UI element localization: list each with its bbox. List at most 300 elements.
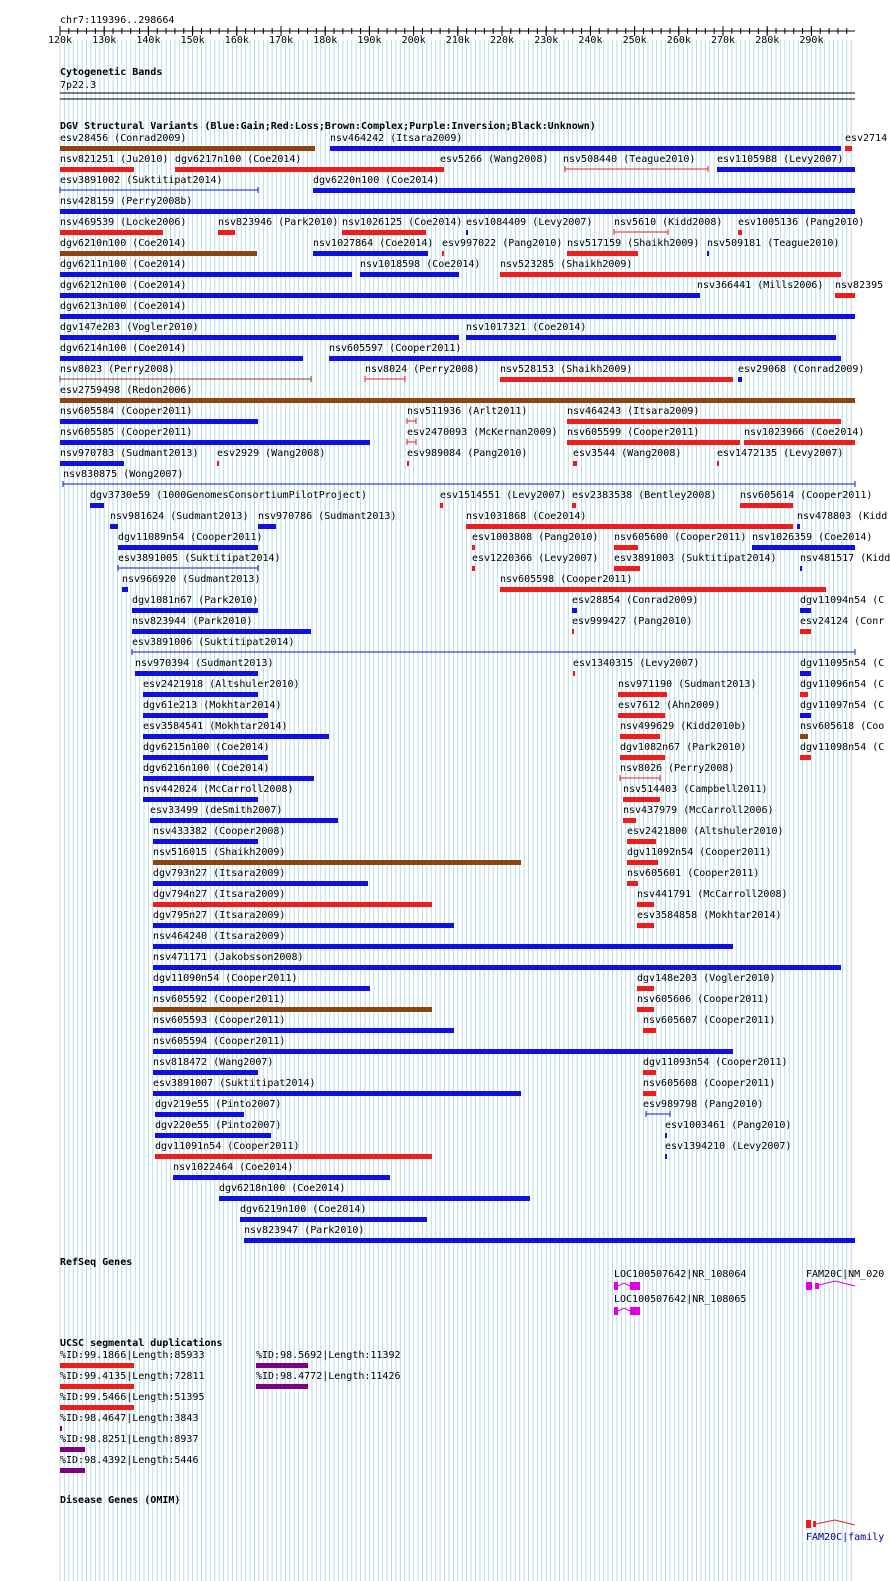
variant-bar[interactable] (643, 1070, 656, 1075)
variant-label[interactable]: nsv981624 (Sudmant2013) (110, 511, 249, 522)
variant-label[interactable]: nsv1017321 (Coe2014) (466, 322, 587, 333)
variant-bar[interactable] (153, 923, 454, 928)
variant-label[interactable]: nsv5610 (Kidd2008) (614, 217, 723, 228)
variant-label[interactable]: nsv605597 (Cooper2011) (329, 343, 462, 354)
variant-label[interactable]: nsv605594 (Cooper2011) (153, 1036, 286, 1047)
variant-label[interactable]: nsv970394 (Sudmant2013) (135, 658, 274, 669)
variant-label[interactable]: dgv1081n67 (Park2010) (132, 595, 259, 606)
variant-label[interactable]: dgv219e55 (Pinto2007) (155, 1099, 282, 1110)
variant-bar[interactable] (500, 587, 826, 592)
variant-label[interactable]: dgv61e213 (Mokhtar2014) (143, 700, 282, 711)
scale-tick-label: 200k (401, 35, 426, 46)
variant-label[interactable]: dgv6214n100 (Coe2014) (60, 343, 187, 354)
segdup-bar[interactable] (256, 1363, 308, 1368)
variant-label[interactable]: nsv437979 (McCarroll2006) (623, 805, 774, 816)
variant-bar[interactable] (573, 671, 575, 676)
variant-bar[interactable] (153, 944, 733, 949)
variant-bar[interactable] (132, 629, 311, 634)
variant-label[interactable]: dgv220e55 (Pinto2007) (155, 1120, 282, 1131)
variant-bar[interactable] (466, 524, 793, 529)
variant-bar[interactable] (800, 734, 808, 739)
variant-label[interactable]: nsv508440 (Teague2010) (563, 154, 696, 165)
variant-bar[interactable] (567, 440, 740, 445)
variant-bar[interactable] (330, 146, 841, 151)
variant-bar[interactable] (60, 251, 257, 256)
variant-bar[interactable] (472, 566, 475, 571)
variant-label[interactable]: dgv6216n100 (Coe2014) (143, 763, 270, 774)
variant-label[interactable]: nsv499629 (Kidd2010b) (620, 721, 747, 732)
variant-label[interactable]: nsv8024 (Perry2008) (365, 364, 480, 375)
variant-label[interactable]: dgv6220n100 (Coe2014) (313, 175, 440, 186)
variant-bar[interactable] (143, 713, 268, 718)
segdup-label[interactable]: %ID:98.8251|Length:8937 (60, 1434, 199, 1445)
gene-intron (618, 1308, 630, 1311)
variant-label[interactable]: esv1105988 (Levy2007) (717, 154, 844, 165)
variant-label[interactable]: esv3891002 (Suktitipat2014) (60, 175, 223, 186)
segdup-label[interactable]: %ID:98.4647|Length:3843 (60, 1413, 199, 1424)
gene-intron (618, 1283, 630, 1286)
disease-gene-label[interactable]: FAM20C|family (806, 1532, 885, 1543)
segdup-label[interactable]: %ID:99.1866|Length:85933 (60, 1350, 205, 1361)
scale-tick-label: 190k (357, 35, 382, 46)
segdup-label[interactable]: %ID:98.5692|Length:11392 (256, 1350, 401, 1361)
variant-label[interactable]: nsv830875 (Wong2007) (63, 469, 184, 480)
variant-label[interactable]: dgv795n27 (Itsara2009) (153, 910, 286, 921)
variant-label[interactable]: dgv793n27 (Itsara2009) (153, 868, 286, 879)
variant-bar[interactable] (567, 251, 638, 256)
variant-label[interactable]: nsv823944 (Park2010) (132, 616, 253, 627)
variant-label[interactable]: nsv1026125 (Coe2014) (342, 217, 463, 228)
variant-label[interactable]: nsv1023966 (Coe2014) (744, 427, 865, 438)
variant-label[interactable]: esv2383538 (Bentley2008) (572, 490, 717, 501)
variant-label[interactable]: dgv794n27 (Itsara2009) (153, 889, 286, 900)
variant-label[interactable]: esv989798 (Pang2010) (643, 1099, 764, 1110)
variant-label[interactable]: dgv147e203 (Vogler2010) (60, 322, 199, 333)
variant-bar[interactable] (573, 461, 577, 466)
scale-tick-label: 280k (755, 35, 780, 46)
variant-label[interactable]: nsv514403 (Campbell2011) (623, 784, 768, 795)
variant-label[interactable]: nsv517159 (Shaikh2009) (567, 238, 700, 249)
variant-bar[interactable] (637, 902, 654, 907)
variant-bar[interactable] (618, 692, 667, 697)
variant-bar[interactable] (173, 1175, 390, 1180)
variant-label[interactable]: esv2421918 (Altshuler2010) (143, 679, 300, 690)
variant-label[interactable]: nsv471171 (Jakobsson2008) (153, 952, 304, 963)
variant-bar[interactable] (135, 671, 258, 676)
variant-label[interactable]: dgv6215n100 (Coe2014) (143, 742, 270, 753)
variant-bar[interactable] (466, 230, 468, 235)
variant-label[interactable]: esv2759498 (Redon2006) (60, 385, 193, 396)
variant-bar[interactable] (153, 986, 370, 991)
variant-bar[interactable] (118, 545, 258, 550)
variant-label[interactable]: esv3891006 (Suktitipat2014) (132, 637, 295, 648)
variant-bar[interactable] (800, 755, 811, 760)
variant-label[interactable]: dgv3730e59 (1000GenomesConsortiumPilotProject) (90, 490, 367, 501)
variant-bar[interactable] (153, 881, 368, 886)
variant-label[interactable]: esv7612 (Ahn2009) (618, 700, 721, 711)
variant-bar[interactable] (620, 755, 665, 760)
variant-label[interactable]: dgv6211n100 (Coe2014) (60, 259, 187, 270)
variant-label[interactable]: dgv6213n100 (Coe2014) (60, 301, 187, 312)
variant-bar[interactable] (60, 230, 163, 235)
refseq-gene-label[interactable]: FAM20C|NM_020 (806, 1269, 885, 1280)
scale-tick-label: 180k (313, 35, 338, 46)
variant-bar[interactable] (153, 1007, 432, 1012)
variant-bar[interactable] (797, 524, 800, 529)
segdup-bar[interactable] (256, 1384, 308, 1389)
variant-bar[interactable] (60, 314, 855, 319)
variant-label[interactable]: nsv511936 (Arlt2011) (407, 406, 528, 417)
variant-label[interactable]: nsv605599 (Cooper2011) (567, 427, 700, 438)
variant-label[interactable]: esv2714 (845, 133, 888, 144)
segdup-bar[interactable] (60, 1384, 134, 1389)
scale-tick-label: 140k (136, 35, 161, 46)
refseq-gene-label[interactable]: LOC100507642|NR_108065 (614, 1294, 747, 1305)
variant-bar[interactable] (155, 1154, 432, 1159)
variant-label[interactable]: esv28854 (Conrad2009) (572, 595, 699, 606)
variant-bar[interactable] (60, 209, 855, 214)
variant-bar[interactable] (153, 1070, 258, 1075)
variant-bar[interactable] (442, 251, 444, 256)
variant-label[interactable]: nsv464243 (Itsara2009) (567, 406, 700, 417)
variant-bar[interactable] (472, 545, 475, 550)
variant-bar[interactable] (60, 167, 134, 172)
variant-bar[interactable] (153, 902, 432, 907)
variant-bar[interactable] (572, 629, 574, 634)
variant-bar[interactable] (153, 1049, 733, 1054)
variant-bar[interactable] (752, 545, 855, 550)
variant-label[interactable]: nsv818472 (Wang2007) (153, 1057, 274, 1068)
variant-label[interactable]: nsv605607 (Cooper2011) (643, 1015, 776, 1026)
variant-label[interactable]: nsv516015 (Shaikh2009) (153, 847, 286, 858)
scale-tick-label: 120k (48, 35, 73, 46)
variant-bar[interactable] (637, 1007, 654, 1012)
variant-bar[interactable] (800, 692, 808, 697)
scale-tick-label: 270k (711, 35, 736, 46)
segdup-bar[interactable] (60, 1363, 134, 1368)
variant-bar[interactable] (500, 377, 733, 382)
variant-bar[interactable] (60, 272, 352, 277)
variant-label[interactable]: nsv971190 (Sudmant2013) (618, 679, 757, 690)
variant-label[interactable]: esv1472135 (Levy2007) (717, 448, 844, 459)
variant-bar[interactable] (466, 335, 836, 340)
variant-bar[interactable] (153, 1028, 454, 1033)
variant-label[interactable]: nsv464240 (Itsara2009) (153, 931, 286, 942)
variant-bar[interactable] (620, 734, 660, 739)
variant-label[interactable]: nsv1018598 (Coe2014) (360, 259, 481, 270)
variant-label[interactable]: esv2421800 (Altshuler2010) (627, 826, 784, 837)
variant-bar[interactable] (627, 839, 656, 844)
variant-label[interactable]: dgv11090n54 (Cooper2011) (153, 973, 298, 984)
scale-tick-label: 260k (666, 35, 691, 46)
variant-label[interactable]: nsv469539 (Locke2006) (60, 217, 187, 228)
variant-bar[interactable] (738, 377, 742, 382)
variant-label[interactable]: nsv970786 (Sudmant2013) (258, 511, 397, 522)
variant-label[interactable]: esv1003461 (Pang2010) (665, 1120, 792, 1131)
variant-label[interactable]: esv1340315 (Levy2007) (573, 658, 700, 669)
variant-bar[interactable] (90, 503, 104, 508)
scale-tick-label: 170k (269, 35, 294, 46)
variant-label[interactable]: esv2929 (Wang2008) (217, 448, 326, 459)
variant-bar[interactable] (155, 1112, 244, 1117)
variant-label[interactable]: esv3584858 (Mokhtar2014) (637, 910, 782, 921)
variant-label[interactable]: esv2470093 (McKernan2009) (407, 427, 558, 438)
variant-bar[interactable] (845, 146, 852, 151)
variant-bar[interactable] (800, 713, 811, 718)
segdup-label[interactable]: %ID:99.5466|Length:51395 (60, 1392, 205, 1403)
disease-intron (816, 1520, 855, 1525)
variant-bar[interactable] (143, 797, 258, 802)
variant-label[interactable]: nsv605608 (Cooper2011) (643, 1078, 776, 1089)
variant-bar[interactable] (153, 965, 841, 970)
variant-label[interactable]: nsv8023 (Perry2008) (60, 364, 175, 375)
variant-label[interactable]: dgv11092n54 (Cooper2011) (627, 847, 772, 858)
variant-bar[interactable] (800, 671, 811, 676)
variant-bar[interactable] (738, 230, 742, 235)
variant-bar[interactable] (313, 251, 428, 256)
variant-label[interactable]: dgv11093n54 (Cooper2011) (643, 1057, 788, 1068)
variant-bar[interactable] (244, 1238, 855, 1243)
variant-bar[interactable] (219, 1196, 530, 1201)
variant-label[interactable]: nsv605606 (Cooper2011) (637, 994, 770, 1005)
variant-bar[interactable] (572, 503, 576, 508)
variant-label[interactable]: esv999427 (Pang2010) (572, 616, 693, 627)
scale-tick-label: 150k (180, 35, 205, 46)
gene-exon (614, 1307, 618, 1315)
variant-bar[interactable] (637, 923, 654, 928)
variant-label[interactable]: nsv605601 (Cooper2011) (627, 868, 760, 879)
variant-label[interactable]: esv1005136 (Pang2010) (738, 217, 865, 228)
variant-bar[interactable] (665, 1133, 667, 1138)
segdup-bar[interactable] (60, 1426, 62, 1431)
variant-label[interactable]: nsv605598 (Cooper2011) (500, 574, 633, 585)
variant-label[interactable]: dgv11095n54 (C (800, 658, 885, 669)
variant-label[interactable]: esv5266 (Wang2008) (440, 154, 549, 165)
variant-bar[interactable] (800, 566, 802, 571)
variant-label[interactable]: esv1084409 (Levy2007) (466, 217, 593, 228)
variant-label[interactable]: nsv966920 (Sudmant2013) (122, 574, 261, 585)
variant-label[interactable]: nsv605584 (Cooper2011) (60, 406, 193, 417)
disease-title: Disease Genes (OMIM) (60, 1495, 181, 1506)
variant-bar[interactable] (143, 776, 314, 781)
variant-bar[interactable] (153, 839, 258, 844)
variant-bar[interactable] (800, 629, 811, 634)
variant-label[interactable]: dgv11098n54 (C (800, 742, 885, 753)
variant-bar[interactable] (143, 755, 268, 760)
variant-bar[interactable] (614, 545, 638, 550)
variant-label[interactable]: esv29068 (Conrad2009) (738, 364, 865, 375)
variant-label[interactable]: nsv528153 (Shaikh2009) (500, 364, 633, 375)
variant-bar[interactable] (132, 608, 258, 613)
variant-bar[interactable] (707, 251, 709, 256)
variant-bar[interactable] (800, 608, 811, 613)
variant-bar[interactable] (643, 1028, 656, 1033)
variant-label[interactable]: esv3891005 (Suktitipat2014) (118, 553, 281, 564)
variant-label[interactable]: dgv6217n100 (Coe2014) (175, 154, 302, 165)
variant-label[interactable]: nsv605600 (Cooper2011) (614, 532, 747, 543)
variant-label[interactable]: dgv11094n54 (C (800, 595, 885, 606)
variant-label[interactable]: nsv605592 (Cooper2011) (153, 994, 286, 1005)
variant-label[interactable]: esv1003808 (Pang2010) (472, 532, 599, 543)
variant-label[interactable]: nsv1026359 (Coe2014) (752, 532, 873, 543)
variant-bar[interactable] (313, 188, 855, 193)
variant-bar[interactable] (143, 692, 258, 697)
variant-label[interactable]: nsv970783 (Sudmant2013) (60, 448, 199, 459)
variant-label[interactable]: nsv605614 (Cooper2011) (740, 490, 873, 501)
variant-bar[interactable] (407, 461, 409, 466)
variant-bar[interactable] (360, 272, 459, 277)
variant-label[interactable]: nsv1031868 (Coe2014) (466, 511, 587, 522)
variant-bar[interactable] (623, 797, 660, 802)
variant-bar[interactable] (835, 293, 855, 298)
variant-label[interactable]: nsv605593 (Cooper2011) (153, 1015, 286, 1026)
variant-bar[interactable] (697, 293, 700, 298)
variant-bar[interactable] (717, 167, 855, 172)
scale-tick-label: 210k (445, 35, 470, 46)
variant-bar[interactable] (740, 503, 793, 508)
variant-label[interactable]: nsv523285 (Shaikh2009) (500, 259, 633, 270)
variant-label[interactable]: nsv366441 (Mills2006) (697, 280, 824, 291)
variant-bar[interactable] (567, 419, 841, 424)
variant-bar[interactable] (143, 734, 329, 739)
gene-exon (614, 1282, 618, 1290)
gene-exon (630, 1307, 640, 1315)
variant-bar[interactable] (614, 566, 640, 571)
variant-label[interactable]: nsv428159 (Perry2008b) (60, 196, 193, 207)
cytoband-label: 7p22.3 (60, 80, 97, 91)
segdup-label[interactable]: %ID:98.4392|Length:5446 (60, 1455, 199, 1466)
variant-bar[interactable] (155, 1133, 271, 1138)
variant-bar[interactable] (150, 818, 338, 823)
variant-label[interactable]: esv3891003 (Suktitipat2014) (614, 553, 777, 564)
variant-label[interactable]: nsv433382 (Cooper2008) (153, 826, 286, 837)
variant-bar[interactable] (240, 1217, 427, 1222)
variant-label[interactable]: nsv605585 (Cooper2011) (60, 427, 193, 438)
variant-label[interactable]: esv1220366 (Levy2007) (472, 553, 599, 564)
variant-bar[interactable] (60, 419, 258, 424)
variant-label[interactable]: dgv6210n100 (Coe2014) (60, 238, 187, 249)
variant-label[interactable]: nsv442024 (McCarroll2008) (143, 784, 294, 795)
variant-label[interactable]: dgv6219n100 (Coe2014) (240, 1204, 367, 1215)
scale-tick-label: 250k (622, 35, 647, 46)
variant-label[interactable]: nsv1027864 (Coe2014) (313, 238, 434, 249)
variant-bar[interactable] (618, 713, 665, 718)
variant-bar[interactable] (175, 167, 442, 172)
variant-label[interactable]: esv3891007 (Suktitipat2014) (153, 1078, 316, 1089)
scale-tick-label: 230k (534, 35, 559, 46)
region-label: chr7:119396..298664 (60, 15, 175, 26)
variant-label[interactable]: esv1394210 (Levy2007) (665, 1141, 792, 1152)
variant-label[interactable]: nsv464242 (Itsara2009) (330, 133, 463, 144)
variant-bar[interactable] (218, 230, 235, 235)
segdup-label[interactable]: %ID:98.4772|Length:11426 (256, 1371, 401, 1382)
segdup-label[interactable]: %ID:99.4135|Length:72811 (60, 1371, 205, 1382)
variant-label[interactable]: esv3544 (Wang2008) (573, 448, 682, 459)
variant-bar[interactable] (342, 230, 426, 235)
variant-label[interactable]: nsv509181 (Teague2010) (707, 238, 840, 249)
variant-label[interactable]: esv989084 (Pang2010) (407, 448, 528, 459)
variant-bar[interactable] (665, 1154, 667, 1159)
variant-label[interactable]: dgv1082n67 (Park2010) (620, 742, 747, 753)
variant-label[interactable]: nsv8026 (Perry2008) (620, 763, 735, 774)
variant-bar[interactable] (623, 818, 636, 823)
variant-label[interactable]: dgv6212n100 (Coe2014) (60, 280, 187, 291)
cytoband-title: Cytogenetic Bands (60, 67, 163, 78)
variant-bar[interactable] (637, 986, 654, 991)
variant-label[interactable]: dgv11091n54 (Cooper2011) (155, 1141, 300, 1152)
variant-label[interactable]: dgv11097n54 (C (800, 700, 885, 711)
variant-bar[interactable] (258, 524, 276, 529)
variant-bar[interactable] (440, 503, 443, 508)
variant-label[interactable]: esv3584541 (Mokhtar2014) (143, 721, 288, 732)
variant-label[interactable]: nsv1022464 (Coe2014) (173, 1162, 294, 1173)
variant-bar[interactable] (60, 293, 697, 298)
variant-label[interactable]: nsv478803 (Kidd (797, 511, 888, 522)
variant-bar[interactable] (744, 440, 855, 445)
gene-exon (806, 1282, 812, 1290)
segdup-bar[interactable] (60, 1468, 85, 1473)
variant-bar[interactable] (60, 356, 303, 361)
variant-bar[interactable] (60, 461, 124, 466)
variant-label[interactable]: dgv11089n54 (Cooper2011) (118, 532, 263, 543)
variant-label[interactable]: nsv821251 (Ju2010) (60, 154, 169, 165)
variant-label[interactable]: esv28456 (Conrad2009) (60, 133, 187, 144)
variant-bar[interactable] (717, 461, 719, 466)
variant-bar[interactable] (60, 335, 459, 340)
variant-bar[interactable] (122, 587, 128, 592)
variant-label[interactable]: esv33499 (deSmith2007) (150, 805, 283, 816)
variant-bar[interactable] (627, 860, 658, 865)
variant-label[interactable]: esv997022 (Pang2010) (442, 238, 563, 249)
variant-bar[interactable] (60, 440, 370, 445)
variant-label[interactable]: nsv82395 (835, 280, 884, 291)
variant-bar[interactable] (217, 461, 219, 466)
scale-tick-label: 220k (490, 35, 515, 46)
variant-label[interactable]: nsv481517 (Kidd (800, 553, 890, 564)
refseq-gene-label[interactable]: LOC100507642|NR_108064 (614, 1269, 747, 1280)
variant-label[interactable]: dgv148e203 (Vogler2010) (637, 973, 776, 984)
variant-bar[interactable] (60, 146, 315, 151)
variant-label[interactable]: esv1514551 (Levy2007) (440, 490, 567, 501)
variant-bar[interactable] (153, 1091, 521, 1096)
scale-tick-label: 160k (224, 35, 249, 46)
variant-label[interactable]: dgv11096n54 (C (800, 679, 885, 690)
variant-bar[interactable] (500, 272, 841, 277)
dgv-title: DGV Structural Variants (Blue:Gain;Red:Loss;Brown:Complex;Purple:Inversion;Black:Unknown) (60, 121, 596, 132)
variant-bar[interactable] (643, 1091, 656, 1096)
variant-label[interactable]: nsv605618 (Coo (800, 721, 885, 732)
variant-label[interactable]: dgv6218n100 (Coe2014) (219, 1183, 346, 1194)
variant-label[interactable]: nsv823946 (Park2010) (218, 217, 339, 228)
variant-bar[interactable] (110, 524, 118, 529)
variant-label[interactable]: nsv441791 (McCarroll2008) (637, 889, 788, 900)
refseq-title: RefSeq Genes (60, 1257, 133, 1268)
variant-bar[interactable] (153, 860, 521, 865)
segdup-bar[interactable] (60, 1405, 134, 1410)
variant-bar[interactable] (572, 608, 577, 613)
variant-label[interactable]: esv24124 (Conr (800, 616, 885, 627)
disease-exon (813, 1521, 816, 1527)
variant-bar[interactable] (60, 398, 855, 403)
variant-bar[interactable] (329, 356, 841, 361)
segdup-bar[interactable] (60, 1447, 85, 1452)
variant-bar[interactable] (440, 167, 444, 172)
variant-label[interactable]: nsv823947 (Park2010) (244, 1225, 365, 1236)
gene-exon (630, 1282, 640, 1290)
variant-bar[interactable] (627, 881, 638, 886)
gene-exon (815, 1283, 819, 1289)
scale-tick-label: 240k (578, 35, 603, 46)
